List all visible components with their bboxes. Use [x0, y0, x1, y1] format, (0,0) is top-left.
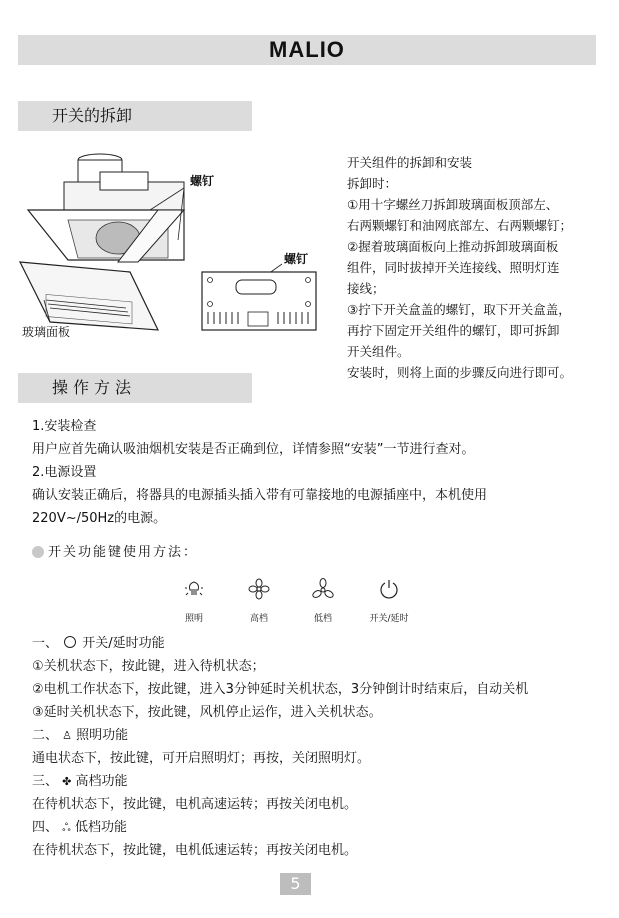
function-descriptions: [32, 633, 528, 861]
desc-line: 再拧下固定开关组件的螺钉，即可拆卸: [347, 323, 560, 338]
op-line: 2.电源设置: [32, 465, 97, 480]
key-label-power: 开关/延时: [369, 614, 409, 624]
key-label-low: 低档: [313, 614, 332, 624]
fan-low-small-icon: ஃ: [62, 821, 71, 834]
func3-title: 高档功能: [75, 774, 128, 789]
op-line: 1.安装检查: [32, 419, 97, 434]
key-label-light: 照明: [184, 614, 203, 624]
func2-title: 照明功能: [76, 728, 129, 743]
desc-line: 开关组件。: [347, 344, 410, 359]
light-small-icon: ♙: [62, 729, 73, 742]
operation-intro: [32, 416, 487, 529]
desc-line: ①用十字螺丝刀拆卸玻璃面板顶部左、: [347, 197, 559, 212]
func3-heading: [32, 771, 528, 792]
func1-prefix: 一、: [32, 636, 59, 651]
func4-prefix: 四、: [32, 820, 59, 835]
key-label-high: 高档: [249, 614, 268, 624]
fan-high-small-icon: ✤: [62, 775, 72, 788]
func2-line: 通电状态下，按此键，可开启照明灯；再按，关闭照明灯。: [32, 751, 371, 766]
func4-heading: [32, 817, 528, 838]
func1-line: ②电机工作状态下，按此键，进入3分钟延时关机状态，3分钟倒计时结束后，自动关机: [32, 682, 529, 697]
power-small-icon: [64, 636, 76, 648]
desc-line: 拆卸时：: [347, 176, 398, 191]
section-title-operation-text: 操作方法: [52, 378, 137, 397]
op-line: 220V~/50Hz的电源。: [32, 511, 167, 526]
func3-line: 在待机状态下，按此键，电机高速运转；再按关闭电机。: [32, 797, 358, 812]
func1-heading: [32, 633, 528, 654]
func4-line: 在待机状态下，按此键，电机低速运转；再按关闭电机。: [32, 843, 358, 858]
callout-screw-top: 螺钉: [190, 174, 215, 188]
func1-title: 开关/延时功能: [82, 636, 165, 651]
switch-box-illustration: [200, 268, 320, 334]
fan-low-icon[interactable]: [312, 578, 334, 600]
bullet-dot-icon: [32, 546, 44, 558]
light-icon[interactable]: [184, 578, 204, 600]
keys-heading-text: 开关功能键使用方法：: [48, 545, 199, 560]
func2-prefix: 二、: [32, 728, 59, 743]
desc-line: 安装时，则将上面的步骤反向进行即可。: [347, 365, 573, 380]
fan-high-icon[interactable]: [248, 578, 270, 600]
desc-line: 接线；: [347, 281, 385, 296]
func1-line: ①关机状态下，按此键，进入待机状态；: [32, 659, 265, 674]
desc-line: ③拧下开关盒盖的螺钉，取下开关盒盖，: [347, 302, 571, 317]
func1-line: ③延时关机状态下，按此键，风机停止运作，进入关机状态。: [32, 705, 382, 720]
desc-line: 组件，同时拔掉开关连接线、照明灯连: [347, 260, 560, 275]
desc-line: ②握着玻璃面板向上推动拆卸玻璃面板: [347, 239, 559, 254]
func4-title: 低档功能: [74, 820, 127, 835]
op-line: 用户应首先确认吸油烟机安装是否正确到位，详情参照“安装”一节进行查对。: [32, 442, 475, 457]
brand-logo: MALIO: [269, 37, 345, 62]
page-number: 5: [280, 873, 311, 895]
callout-screw-box: 螺钉: [284, 252, 309, 266]
func3-prefix: 三、: [32, 774, 59, 789]
section-title-removal-text: 开关的拆卸: [52, 106, 133, 125]
func2-heading: [32, 725, 528, 746]
removal-description: [347, 152, 572, 383]
desc-line: 开关组件的拆卸和安装: [347, 155, 473, 170]
callout-glass-panel: 玻璃面板: [22, 325, 71, 339]
op-line: 确认安装正确后，将器具的电源插头插入带有可靠接地的电源插座中，本机使用: [32, 488, 488, 503]
section-title-operation: [18, 373, 252, 403]
desc-line: 右两颗螺钉和油网底部左、右两颗螺钉；: [347, 218, 573, 233]
power-icon[interactable]: [378, 578, 400, 600]
